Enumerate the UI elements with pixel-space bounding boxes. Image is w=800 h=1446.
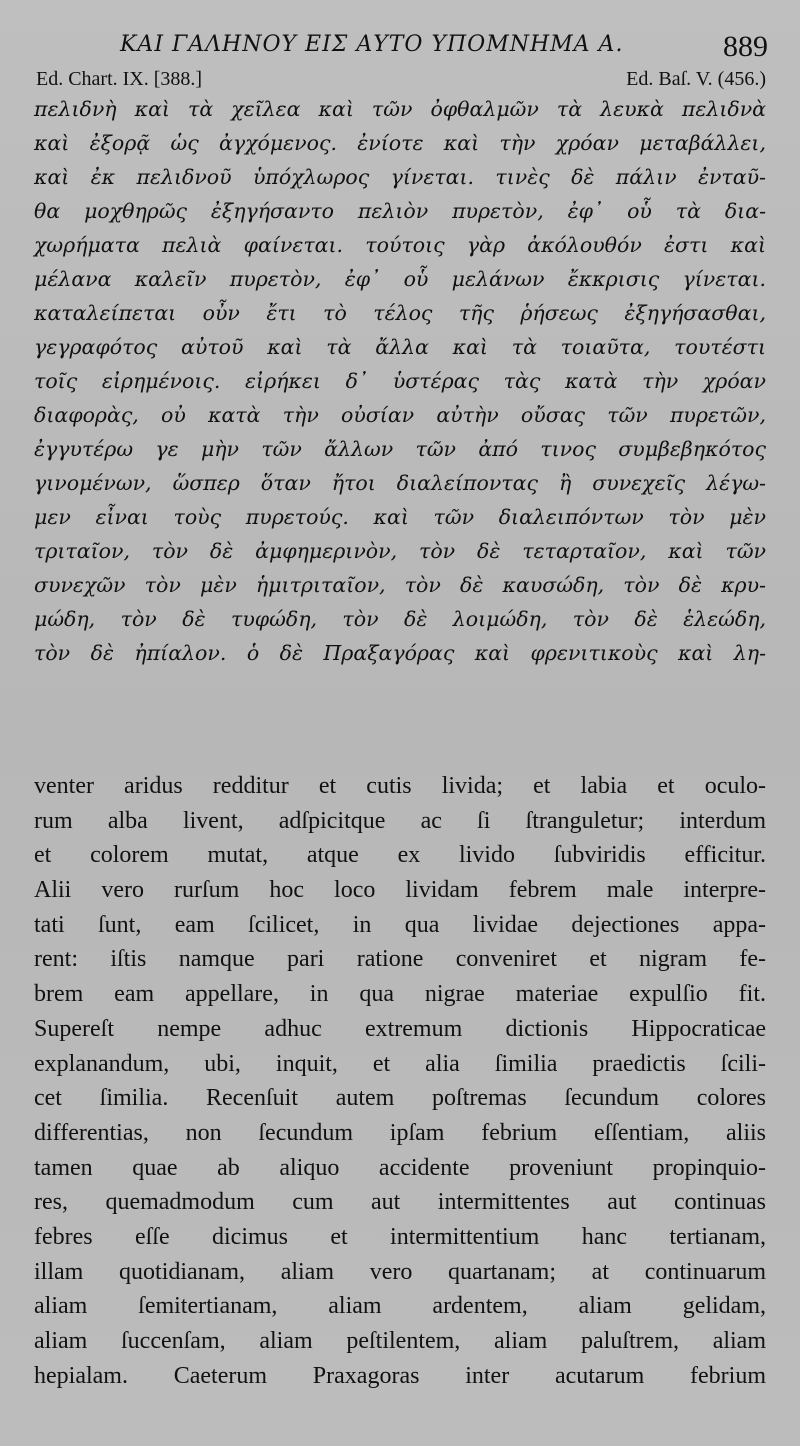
latin-line: tati ſunt, eam ſcilicet, in qua lividae dejectiones appa- <box>34 911 766 938</box>
greek-line: μώδη, τὸν δὲ τυφώδη, τὸν δὲ λοιμώδη, τὸν δὲ ἑλεώδη, <box>34 607 766 631</box>
greek-line: καὶ ἐξορᾷ ὡς ἀγχόμενος. ἐνίοτε καὶ τὴν χρόαν μεταβάλλει, <box>34 131 766 155</box>
greek-line: χωρήματα πελιὰ φαίνεται. τούτοις γὰρ ἀκόλουθόν ἐστι καὶ <box>34 233 766 257</box>
greek-line: ἐγγυτέρω γε μὴν τῶν ἄλλων τῶν ἀπό τινος συμβεβηκότος <box>34 437 766 461</box>
latin-text-block <box>34 769 766 1393</box>
latin-line: rent: iſtis namque pari ratione conveniret et nigram fe- <box>34 946 766 973</box>
latin-line: brem eam appellare, in qua nigrae materiae expulſio fit. <box>34 981 766 1008</box>
greek-line: γινομένων, ὥσπερ ὅταν ἤτοι διαλείποντας ἢ συνεχεῖς λέγω- <box>34 471 766 495</box>
latin-line: differentias, non ſecundum ipſam febrium eſſentiam, aliis <box>34 1119 766 1146</box>
greek-line: μέλανα καλεῖν πυρετὸν, ἐφ᾽ οὗ μελάνων ἔκκρισις γίνεται. <box>34 267 766 291</box>
latin-line: res, quemadmodum cum aut intermittentes aut continuas <box>34 1189 766 1216</box>
greek-line: πελιδνὴ καὶ τὰ χεῖλεα καὶ τῶν ὀφθαλμῶν τὰ λευκὰ πελιδνὰ <box>34 97 766 121</box>
greek-line: γεγραφότος αὐτοῦ καὶ τὰ ἄλλα καὶ τὰ τοιαῦτα, τουτέστι <box>34 335 766 359</box>
greek-line: μεν εἶναι τοὺς πυρετούς. καὶ τῶν διαλειπόντων τὸν μὲν <box>34 505 766 529</box>
greek-line: καταλείπεται οὖν ἔτι τὸ τέλος τῆς ῥήσεως ἐξηγήσασθαι, <box>34 301 766 325</box>
greek-text-block <box>34 92 766 670</box>
greek-line: καὶ ἐκ πελιδνοῦ ὑπόχλωρος γίνεται. τινὲς δὲ πάλιν ἐνταῦ- <box>34 165 766 189</box>
latin-line: Alii vero rurſum hoc loco lividam febrem male interpre- <box>34 877 766 904</box>
latin-line: rum alba livent, adſpicitque ac ſi ſtranguletur; interdum <box>34 807 766 834</box>
latin-line: aliam ſuccenſam, aliam peſtilentem, aliam paluſtrem, aliam <box>34 1328 766 1354</box>
greek-line: τοῖς εἰρημένοις. εἰρήκει δ᾽ ὑστέρας τὰς κατὰ τὴν χρόαν <box>34 369 766 393</box>
latin-line: hepialam. Caeterum Praxagoras inter acutarum febrium <box>34 1362 766 1389</box>
edition-line <box>36 68 766 94</box>
latin-line: aliam ſemitertianam, aliam ardentem, aliam gelidam, <box>34 1293 766 1320</box>
latin-line: Supereſt nempe adhuc extremum dictionis Hippocraticae <box>34 1015 766 1042</box>
greek-line: συνεχῶν τὸν μὲν ἡμιτριταῖον, τὸν δὲ καυσώδη, τὸν δὲ κρυ- <box>34 573 766 597</box>
running-title: ΚΑΙ ΓΑΛΗΝΟΥ ΕΙΣ ΑΥΤΟ ΥΠΟΜΝΗΜΑ Α. <box>120 32 624 57</box>
greek-line: θα μοχθηρῶς ἐξηγήσαντο πελιὸν πυρετὸν, ἐφ᾽ οὗ τὰ δια- <box>34 199 766 223</box>
greek-line: τὸν δὲ ἠπίαλον. ὁ δὲ Πραξαγόρας καὶ φρενιτικοὺς καὶ λη- <box>34 641 766 665</box>
latin-line: et colorem mutat, atque ex livido ſubviridis efficitur. <box>34 842 766 869</box>
latin-line: explanandum, ubi, inquit, et alia ſimilia praedictis ſcili- <box>34 1050 766 1077</box>
latin-line: illam quotidianam, aliam vero quartanam; at continuarum <box>34 1258 766 1285</box>
greek-line: διαφορὰς, οὐ κατὰ τὴν οὐσίαν αὐτὴν οὔσας τῶν πυρετῶν, <box>34 403 766 427</box>
latin-line: febres eſſe dicimus et intermittentium hanc tertianam, <box>34 1223 766 1250</box>
running-head <box>0 30 800 66</box>
page-number: 889 <box>723 30 768 63</box>
edition-basel-ref: Ed. Baſ. V. (456.) <box>626 68 766 90</box>
greek-line: τριταῖον, τὸν δὲ ἀμφημερινὸν, τὸν δὲ τεταρταῖον, καὶ τῶν <box>34 539 766 563</box>
latin-line: cet ſimilia. Recenſuit autem poſtremas ſecundum colores <box>34 1085 766 1112</box>
latin-line: tamen quae ab aliquo accidente proveniunt propinquio- <box>34 1154 766 1181</box>
latin-line: venter aridus redditur et cutis livida; et labia et oculo- <box>34 773 766 799</box>
edition-chart-ref: Ed. Chart. IX. [388.] <box>36 68 203 90</box>
